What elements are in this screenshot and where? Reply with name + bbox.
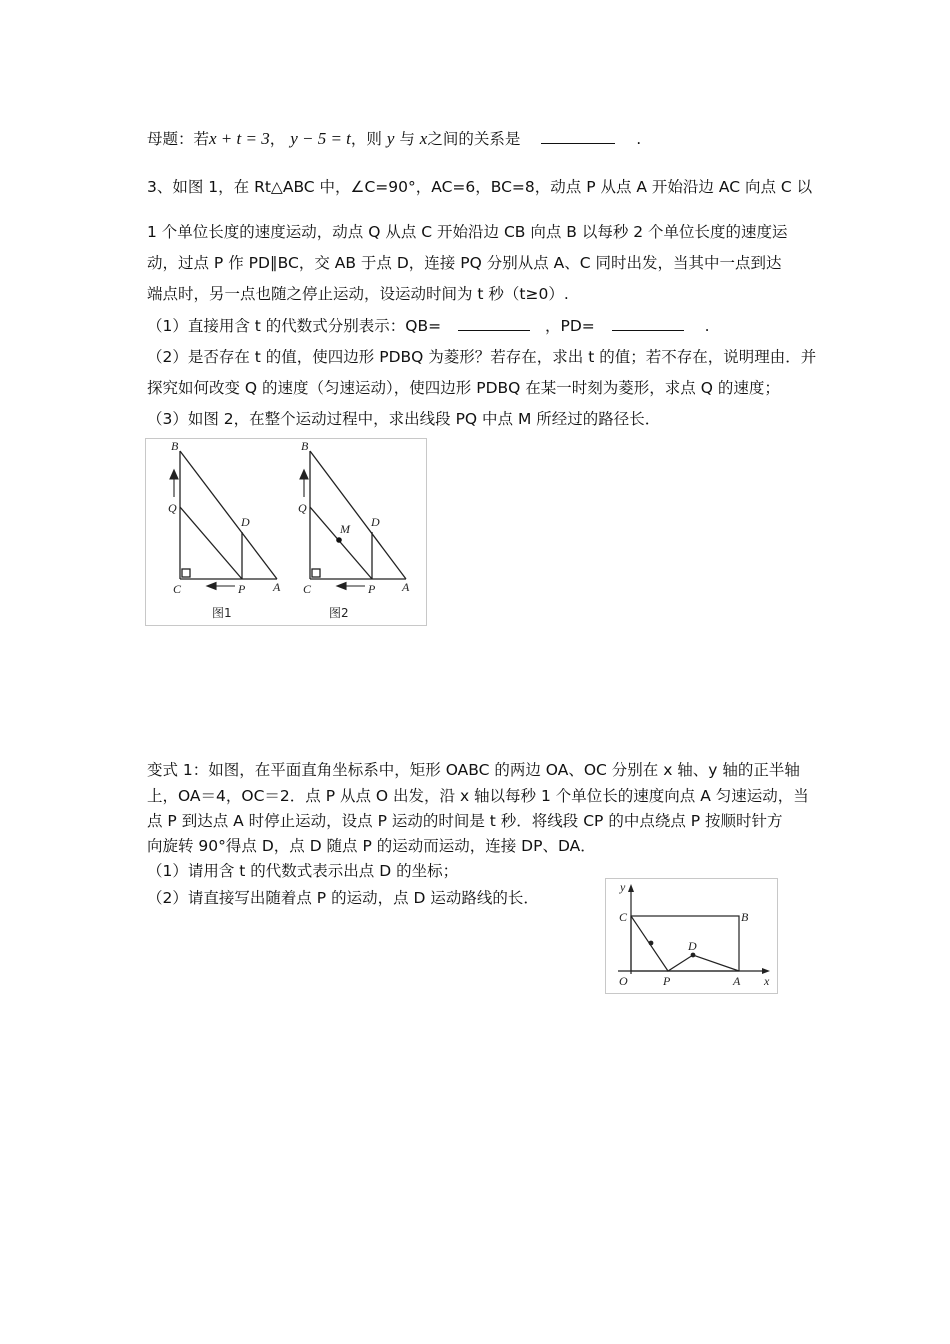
problem3-line-1: 3、如图 1，在 Rt△ABC 中，∠C=90°，AC=6，BC=8，动点 P 从点 A 开始沿边 AC 向点 C 以: [147, 178, 813, 196]
label-m-fig2: M: [340, 522, 350, 536]
variant1-line-2: 上，OA＝4，OC＝2．点 P 从点 O 出发，沿 x 轴以每秒 1 个单位长的速度向点 A 匀速运动，当: [147, 787, 809, 805]
label-y-axis: y: [620, 880, 626, 894]
q1-prefix: （1）直接用含 t 的代数式分别表示：QB=: [147, 317, 442, 335]
label-q-fig2: Q: [298, 501, 307, 515]
label-o-point: O: [619, 974, 628, 988]
label-p-fig2: P: [368, 582, 376, 596]
mother-var-x: x: [419, 129, 428, 148]
pd-answer-blank: [612, 330, 684, 331]
label-d-fig1: D: [241, 515, 250, 529]
problem3-question-3: （3）如图 2，在整个运动过程中，求出线段 PQ 中点 M 所经过的路径长．: [147, 410, 661, 428]
problem3-question-1: [147, 316, 710, 336]
label-b-fig1: B: [171, 439, 179, 453]
problem3-question-2-line-2: 探究如何改变 Q 的速度（匀速运动），使四边形 PDBQ 在某一时刻为菱形，求点 Q 的速度；: [147, 379, 780, 397]
answer-blank: [541, 143, 615, 144]
label-b-point: B: [741, 910, 749, 924]
problem3-question-2-line-1: （2）是否存在 t 的值，使四边形 PDBQ 为菱形？若存在，求出 t 的值；若不存在，说明理由．并: [147, 348, 817, 366]
label-c-point: C: [619, 910, 628, 924]
variant1-question-1: （1）请用含 t 的代数式表示出点 D 的坐标；: [147, 862, 459, 880]
problem3-line-3: 动，过点 P 作 PD∥BC，交 AB 于点 D，连接 PQ 分别从点 A、C 同时出发，当其中一点到达: [147, 254, 782, 272]
variant1-line-4: 向旋转 90°得点 D，点 D 随点 P 的运动而运动，连接 DP、DA．: [147, 837, 596, 855]
mother-rel: 与: [399, 130, 415, 148]
label-d-fig2: D: [371, 515, 380, 529]
mother-suffix: 之间的关系是: [427, 130, 521, 148]
figure-1-caption: 图1: [212, 606, 232, 620]
label-c-fig1: C: [173, 582, 182, 596]
label-q-fig1: Q: [168, 501, 177, 515]
mother-mid: ，则: [350, 130, 382, 148]
problem3-line-4: 端点时，另一点也随之停止运动，设运动时间为 t 秒（t≥0）.: [147, 285, 569, 303]
label-c-fig2: C: [303, 582, 312, 596]
label-b-fig2: B: [301, 439, 309, 453]
q1-end: .: [704, 317, 710, 335]
variant1-question-2: （2）请直接写出随着点 P 的运动，点 D 运动路线的长．: [147, 889, 539, 907]
mother-equation-1: x + t = 3: [209, 129, 270, 148]
label-a-fig2: A: [402, 580, 410, 594]
mother-equation-2: y − 5 = t: [290, 129, 351, 148]
figure-2-caption: 图2: [329, 606, 349, 620]
mother-end: .: [636, 130, 642, 148]
variant1-line-3: 点 P 到达点 A 时停止运动，设点 P 运动的时间是 t 秒．将线段 CP 的中点绕点 P 按顺时针方: [147, 812, 783, 830]
mother-var-y: y: [386, 129, 395, 148]
label-d-point: D: [688, 939, 697, 953]
mother-separator: ，: [269, 130, 286, 148]
point-d-dot: [691, 953, 696, 958]
mother-prefix: 母题：若: [147, 130, 210, 148]
label-p-point: P: [663, 974, 671, 988]
qb-answer-blank: [458, 330, 530, 331]
label-a-point: A: [733, 974, 741, 988]
label-a-fig1: A: [273, 580, 281, 594]
label-p-fig1: P: [238, 582, 246, 596]
variant1-line-1: 变式 1：如图，在平面直角坐标系中，矩形 OABC 的两边 OA、OC 分别在 x 轴、y 轴的正半轴: [147, 761, 800, 779]
coordinate-figure: [605, 878, 778, 994]
label-x-axis: x: [764, 974, 770, 988]
mother-problem-line: [147, 129, 641, 149]
q1-mid: ，PD=: [545, 317, 595, 335]
problem3-line-2: 1 个单位长度的速度运动，动点 Q 从点 C 开始沿边 CB 向点 B 以每秒 2 个单位长度的速度运: [147, 223, 788, 241]
midpoint-m-dot: [336, 537, 342, 543]
problem3-figure: [145, 438, 427, 626]
